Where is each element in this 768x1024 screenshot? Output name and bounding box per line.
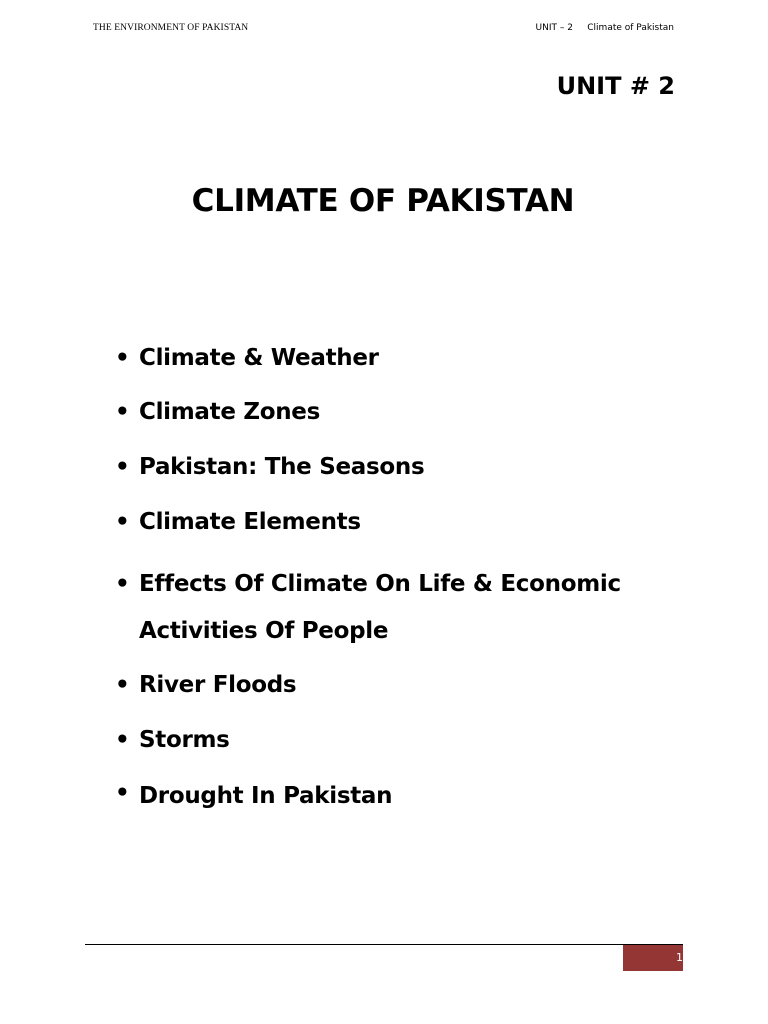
list-item	[115, 335, 675, 382]
list-item	[115, 662, 675, 709]
topic-label: Pakistan: The Seasons	[139, 454, 425, 480]
topic-label: Drought In Pakistan	[139, 783, 393, 809]
list-item	[115, 561, 675, 655]
bullet-icon: •	[115, 672, 130, 698]
topic-label: River Floods	[139, 672, 297, 698]
list-item	[115, 389, 675, 436]
bullet-icon: •	[115, 509, 130, 535]
running-header-title: THE ENVIRONMENT OF PAKISTAN	[93, 23, 249, 33]
bullet-icon: •	[115, 571, 130, 597]
topic-label: Storms	[139, 727, 230, 753]
page-number: 1	[676, 951, 683, 964]
list-item	[115, 773, 675, 820]
topic-label: Climate Zones	[139, 399, 320, 425]
topic-label: Climate & Weather	[139, 345, 379, 371]
list-item	[115, 717, 675, 764]
topic-label: Effects Of Climate On Life & Economic Activities Of People	[139, 571, 621, 644]
bullet-icon: •	[115, 727, 130, 753]
page-title: CLIMATE OF PAKISTAN	[191, 183, 575, 219]
page-number-box	[623, 945, 683, 971]
list-item	[115, 444, 675, 491]
footer-rule	[85, 944, 683, 945]
list-item	[115, 499, 675, 546]
bullet-icon: •	[115, 345, 130, 371]
topic-label: Climate Elements	[139, 509, 361, 535]
bullet-icon: •	[115, 454, 130, 480]
running-header-unit: UNIT – 2 Climate of Pakistan	[535, 23, 674, 33]
unit-label: UNIT # 2	[556, 72, 675, 100]
bullet-icon: •	[115, 399, 130, 425]
bullet-icon: •	[115, 780, 130, 806]
